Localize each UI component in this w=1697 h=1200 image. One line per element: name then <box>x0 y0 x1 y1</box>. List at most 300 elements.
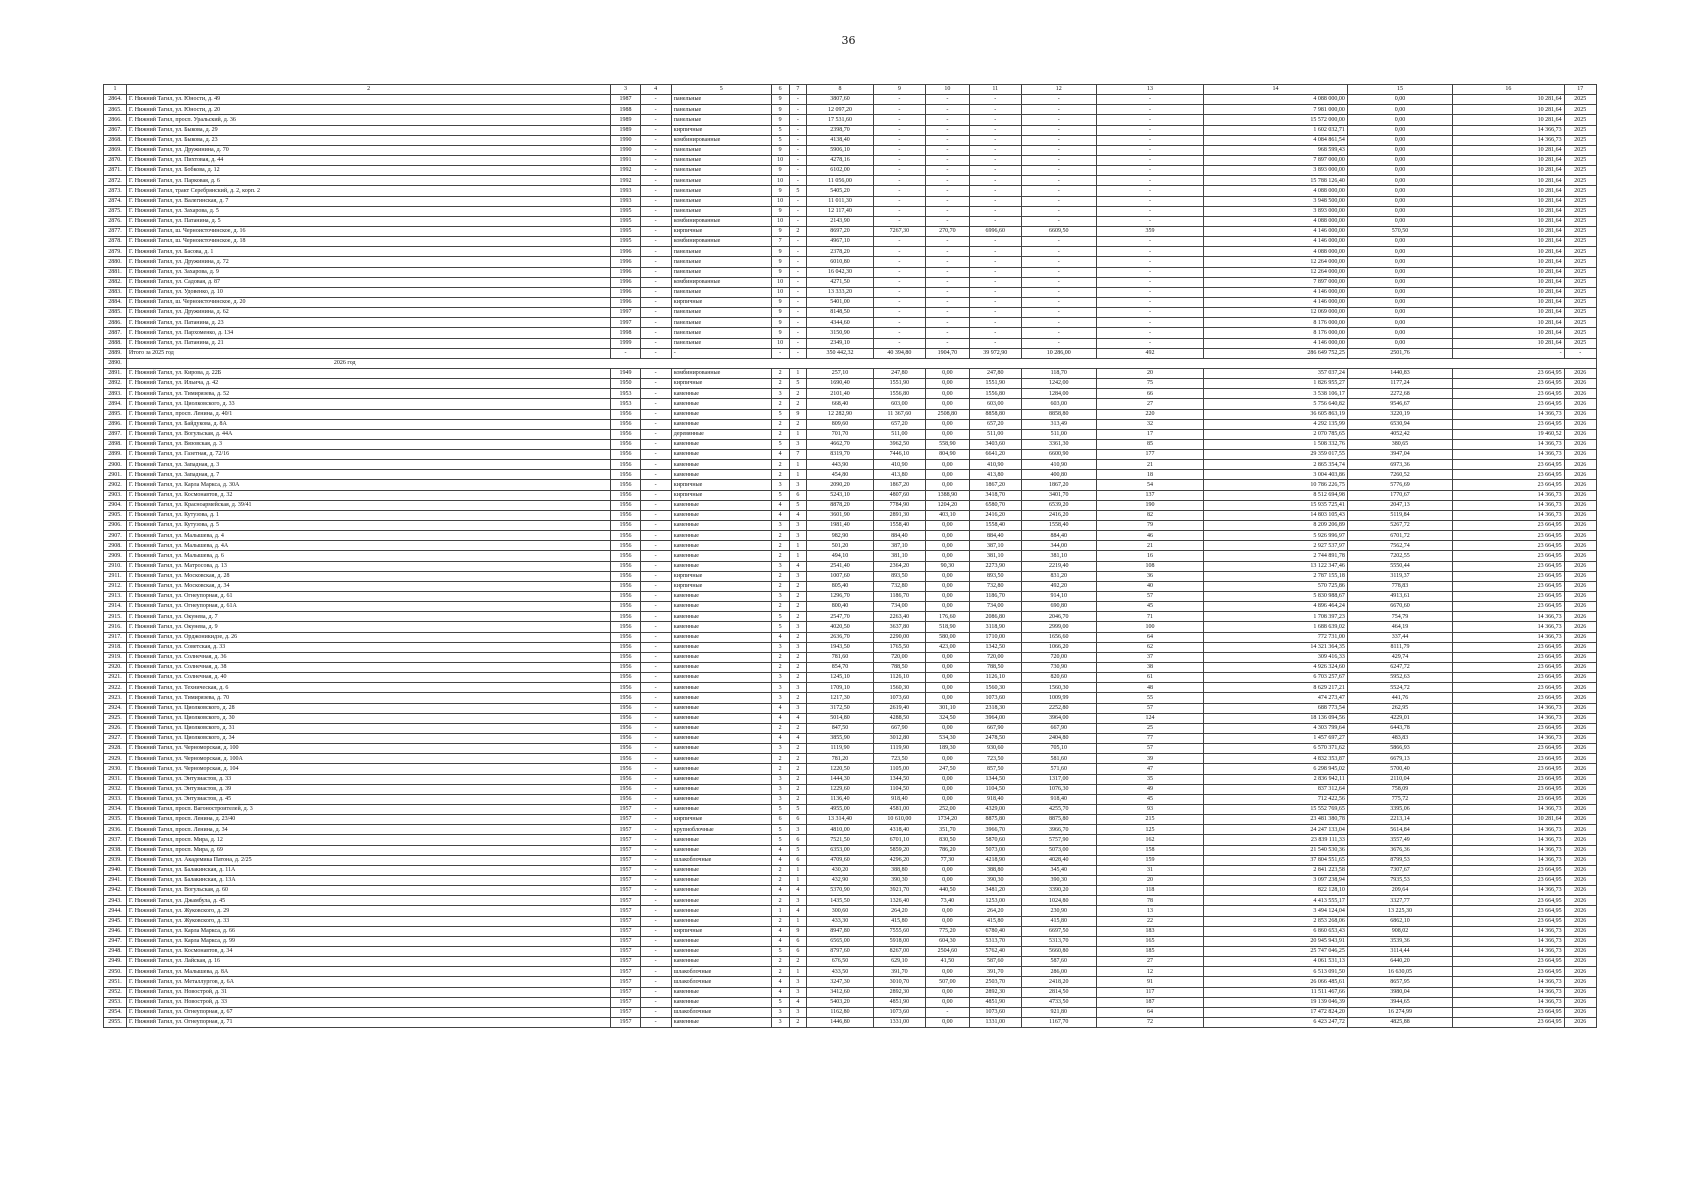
unit-cost: 0,00 <box>1347 287 1452 297</box>
area-col-11: 857,50 <box>969 764 1021 774</box>
area-col-9: 1326,40 <box>873 896 925 906</box>
unit-cost: 2272,68 <box>1347 389 1452 399</box>
area-col-9: 5918,00 <box>873 936 925 946</box>
repair-cost: 4 146 000,00 <box>1204 287 1348 297</box>
table-row <box>104 774 1597 784</box>
unit-cost: 8799,53 <box>1347 855 1452 865</box>
address: Г. Нижний Тагил, ул. Жуковского, д. 29 <box>126 906 610 916</box>
area-col-10: - <box>925 125 969 135</box>
table-row <box>104 216 1597 226</box>
total-area: 3855,90 <box>807 734 874 744</box>
area-col-10: 0,00 <box>925 419 969 429</box>
address: Г. Нижний Тагил, ул. Захарова, д. 5 <box>126 206 610 216</box>
area-col-10: 247,50 <box>925 764 969 774</box>
year-built: 1956 <box>611 429 640 439</box>
wall-material: комбинированные <box>671 277 771 287</box>
address: Г. Нижний Тагил, ул. Джамбула, д. 45 <box>126 896 610 906</box>
area-col-10: 0,00 <box>925 389 969 399</box>
address: Г. Нижний Тагил, просп. Ленина, д. 23/40 <box>126 815 610 825</box>
cost-limit: 23 664,95 <box>1453 581 1564 591</box>
unit-cost: 0,00 <box>1347 135 1452 145</box>
area-col-11: 3966,70 <box>969 825 1021 835</box>
col-4: - <box>640 754 671 764</box>
col-4: - <box>640 845 671 855</box>
area-col-10: 351,70 <box>925 825 969 835</box>
wall-material: каменные <box>671 845 771 855</box>
table-row <box>104 734 1597 744</box>
address: Г. Нижний Тагил, ул. Московская, д. 28 <box>126 571 610 581</box>
total-area: 1220,50 <box>807 764 874 774</box>
residents: 45 <box>1096 794 1203 804</box>
column-number: 14 <box>1204 85 1348 95</box>
col-4: - <box>640 926 671 936</box>
area-col-10: 252,00 <box>925 804 969 814</box>
repair-cost: 15 935 725,41 <box>1204 500 1348 510</box>
repair-cost: 18 136 094,56 <box>1204 713 1348 723</box>
area-col-10: - <box>925 267 969 277</box>
row-number: 2931. <box>104 774 127 784</box>
area-col-11: - <box>969 297 1021 307</box>
table-row <box>104 703 1597 713</box>
address: Г. Нижний Тагил, ул. Энтузиастов, д. 45 <box>126 794 610 804</box>
repair-cost: 8 629 217,21 <box>1204 683 1348 693</box>
address: Г. Нижний Тагил, ул. Кутузова, д. 1 <box>126 510 610 520</box>
area-col-9: 247,80 <box>873 368 925 378</box>
area-col-11: - <box>969 95 1021 105</box>
year-built: 1956 <box>611 693 640 703</box>
cost-limit: 23 664,95 <box>1453 652 1564 662</box>
area-col-11: 587,60 <box>969 957 1021 967</box>
residents: 35 <box>1096 774 1203 784</box>
row-number: 2909. <box>104 551 127 561</box>
unit-cost: 0,00 <box>1347 247 1452 257</box>
address: Г. Нижний Тагил, ул. Ильича, д. 42 <box>126 379 610 389</box>
wall-material: панельные <box>671 287 771 297</box>
target-year: 2026 <box>1564 510 1596 520</box>
address: Г. Нижний Тагил, ул. Лайская, д. 16 <box>126 957 610 967</box>
year-built: 1957 <box>611 865 640 875</box>
area-col-10: 0,00 <box>925 460 969 470</box>
wall-material: каменные <box>671 896 771 906</box>
col-4: - <box>640 531 671 541</box>
area-col-9: 1105,00 <box>873 764 925 774</box>
row-number: 2934. <box>104 804 127 814</box>
floors: 3 <box>771 561 789 571</box>
floors: 9 <box>771 226 789 236</box>
residents: 49 <box>1096 784 1203 794</box>
area-col-12: 3361,30 <box>1021 439 1096 449</box>
total-area: 1217,30 <box>807 693 874 703</box>
area-col-12: 415,80 <box>1021 916 1096 926</box>
table-row <box>104 318 1597 328</box>
table-row <box>104 115 1597 125</box>
cost-limit: 23 664,95 <box>1453 551 1564 561</box>
cost-limit: 14 366,73 <box>1453 713 1564 723</box>
floors: 5 <box>771 835 789 845</box>
address: Г. Нижний Тагил, ул. Патанина, д. 5 <box>126 216 610 226</box>
unit-cost: 754,79 <box>1347 612 1452 622</box>
table-row <box>104 784 1597 794</box>
address: Г. Нижний Тагил, ул. Циолковского, д. 34 <box>126 734 610 744</box>
area-col-9: 2891,30 <box>873 510 925 520</box>
wall-material: панельные <box>671 267 771 277</box>
address: Г. Нижний Тагил, ул. Кутузова, д. 5 <box>126 521 610 531</box>
wall-material: панельные <box>671 318 771 328</box>
target-year: 2026 <box>1564 916 1596 926</box>
total-area: 4955,00 <box>807 804 874 814</box>
col-4: - <box>640 997 671 1007</box>
entrances: 2 <box>789 794 807 804</box>
residents: 66 <box>1096 389 1203 399</box>
residents: 137 <box>1096 490 1203 500</box>
entrances: 2 <box>789 226 807 236</box>
table-row <box>104 237 1597 247</box>
repair-cost: 474 273,47 <box>1204 693 1348 703</box>
col-4: - <box>640 713 671 723</box>
wall-material: каменные <box>671 916 771 926</box>
area-col-11: 1073,60 <box>969 693 1021 703</box>
area-col-10: 830,50 <box>925 835 969 845</box>
residents: 57 <box>1096 744 1203 754</box>
area-col-11: 2478,50 <box>969 734 1021 744</box>
total-area: 1444,30 <box>807 774 874 784</box>
target-year: 2025 <box>1564 318 1596 328</box>
area-col-10: - <box>925 166 969 176</box>
col-4: - <box>640 875 671 885</box>
area-col-9: 511,00 <box>873 429 925 439</box>
unit-cost: 7202,55 <box>1347 551 1452 561</box>
target-year: 2026 <box>1564 551 1596 561</box>
col-4: - <box>640 480 671 490</box>
area-col-12: 345,40 <box>1021 865 1096 875</box>
col-4: - <box>640 510 671 520</box>
residents: 359 <box>1096 226 1203 236</box>
cost-limit: 23 664,95 <box>1453 460 1564 470</box>
col-4: - <box>640 734 671 744</box>
floors: 2 <box>771 399 789 409</box>
table-row <box>104 389 1597 399</box>
unit-cost: 0,00 <box>1347 338 1452 348</box>
area-col-12: - <box>1021 318 1096 328</box>
area-col-10: - <box>925 216 969 226</box>
floors: 3 <box>771 744 789 754</box>
repair-cost: 772 731,00 <box>1204 632 1348 642</box>
entrances: - <box>789 308 807 318</box>
address: Г. Нижний Тагил, ул. Басова, д. 1 <box>126 247 610 257</box>
target-year: 2026 <box>1564 602 1596 612</box>
target-year: 2026 <box>1564 541 1596 551</box>
area-col-9: 918,40 <box>873 794 925 804</box>
wall-material: каменные <box>671 784 771 794</box>
area-col-10: 403,10 <box>925 510 969 520</box>
wall-material: каменные <box>671 612 771 622</box>
area-col-9: - <box>873 105 925 115</box>
row-number: 2891. <box>104 368 127 378</box>
address: Г. Нижний Тагил, ул. Металлургов, д. 6А <box>126 977 610 987</box>
area-col-11: 410,90 <box>969 460 1021 470</box>
repair-cost: 37 804 551,65 <box>1204 855 1348 865</box>
row-number: 2892. <box>104 379 127 389</box>
year-built: 1991 <box>611 155 640 165</box>
row-number: 2887. <box>104 328 127 338</box>
area-col-9: 1073,60 <box>873 1007 925 1017</box>
residents: - <box>1096 125 1203 135</box>
area-col-10: 0,00 <box>925 754 969 764</box>
wall-material: каменные <box>671 886 771 896</box>
address: Г. Нижний Тагил, ул. Красноармейская, д. 39/41 <box>126 500 610 510</box>
total-area: 4020,50 <box>807 622 874 632</box>
entrances: 3 <box>789 683 807 693</box>
target-year: 2026 <box>1564 368 1596 378</box>
residents: 185 <box>1096 946 1203 956</box>
row-number: 2910. <box>104 561 127 571</box>
unit-cost: 758,09 <box>1347 784 1452 794</box>
area-col-11: 3964,00 <box>969 713 1021 723</box>
entrances: 6 <box>789 855 807 865</box>
target-year: 2026 <box>1564 531 1596 541</box>
repair-cost: 11 511 467,66 <box>1204 987 1348 997</box>
year-built: 1956 <box>611 622 640 632</box>
row-number: 2945. <box>104 916 127 926</box>
total-area: 1709,10 <box>807 683 874 693</box>
table-row <box>104 663 1597 673</box>
row-number: 2878. <box>104 237 127 247</box>
entrances: - <box>789 95 807 105</box>
area-col-11: 387,10 <box>969 541 1021 551</box>
total-area: 1162,80 <box>807 1007 874 1017</box>
area-col-9: 5859,20 <box>873 845 925 855</box>
wall-material: каменные <box>671 389 771 399</box>
col-4: - <box>640 764 671 774</box>
residents: 22 <box>1096 916 1203 926</box>
entrances: - <box>789 105 807 115</box>
wall-material: каменные <box>671 774 771 784</box>
area-col-11: - <box>969 308 1021 318</box>
area-col-11: 388,80 <box>969 865 1021 875</box>
area-col-9: 667,90 <box>873 723 925 733</box>
col-4: - <box>640 237 671 247</box>
table-row <box>104 541 1597 551</box>
target-year: 2025 <box>1564 308 1596 318</box>
area-col-9: 1867,20 <box>873 480 925 490</box>
wall-material: шлакоблочные <box>671 977 771 987</box>
table-row <box>104 379 1597 389</box>
cost-limit: 14 366,73 <box>1453 500 1564 510</box>
address: Г. Нижний Тагил, просп. Мира, д. 12 <box>126 835 610 845</box>
repair-cost: 3 893 000,00 <box>1204 166 1348 176</box>
cost-limit: 14 366,73 <box>1453 835 1564 845</box>
area-col-11: 720,00 <box>969 652 1021 662</box>
table-row <box>104 1007 1597 1017</box>
col-4: - <box>640 1007 671 1017</box>
year-built: 1956 <box>611 683 640 693</box>
floors: 2 <box>771 541 789 551</box>
area-col-9: 720,00 <box>873 652 925 662</box>
cost-limit: 23 664,95 <box>1453 419 1564 429</box>
entrances: - <box>789 247 807 257</box>
row-number: 2950. <box>104 967 127 977</box>
table-row <box>104 804 1597 814</box>
area-col-11: 1344,50 <box>969 774 1021 784</box>
unit-cost: 6440,20 <box>1347 957 1452 967</box>
year-built: 1996 <box>611 247 640 257</box>
area-col-11: 8858,80 <box>969 409 1021 419</box>
repair-cost: 4 926 324,60 <box>1204 663 1348 673</box>
area-col-9: 7446,10 <box>873 450 925 460</box>
area-col-11: 4218,90 <box>969 855 1021 865</box>
address: Г. Нижний Тагил, просп. Ленина, д. 34 <box>126 825 610 835</box>
area-col-10: 423,00 <box>925 642 969 652</box>
area-col-10: 0,00 <box>925 693 969 703</box>
row-number: 2872. <box>104 176 127 186</box>
total-area: 1296,70 <box>807 592 874 602</box>
floors: 10 <box>771 216 789 226</box>
row-number: 2915. <box>104 612 127 622</box>
total-area: 257,10 <box>807 368 874 378</box>
row-number: 2947. <box>104 936 127 946</box>
target-year: 2026 <box>1564 987 1596 997</box>
row-number: 2927. <box>104 734 127 744</box>
area-col-10: - <box>925 247 969 257</box>
area-col-12: 2252,80 <box>1021 703 1096 713</box>
wall-material: - <box>671 348 771 358</box>
row-number: 2941. <box>104 875 127 885</box>
row-number: 2921. <box>104 673 127 683</box>
floors: 3 <box>771 1007 789 1017</box>
target-year: 2026 <box>1564 490 1596 500</box>
table-row <box>104 683 1597 693</box>
col-4: - <box>640 105 671 115</box>
entrances: 1 <box>789 541 807 551</box>
row-number: 2879. <box>104 247 127 257</box>
total-area: 2349,10 <box>807 338 874 348</box>
cost-limit: 23 664,95 <box>1453 561 1564 571</box>
cost-limit: 10 281,64 <box>1453 115 1564 125</box>
total-area: 1119,90 <box>807 744 874 754</box>
cost-limit: 10 281,64 <box>1453 176 1564 186</box>
target-year: 2026 <box>1564 845 1596 855</box>
repair-cost: 15 552 769,65 <box>1204 804 1348 814</box>
col-4: - <box>640 886 671 896</box>
cost-limit: 23 664,95 <box>1453 379 1564 389</box>
wall-material: каменные <box>671 409 771 419</box>
repair-cost: 13 122 347,46 <box>1204 561 1348 571</box>
entrances: 1 <box>789 460 807 470</box>
residents: 46 <box>1096 531 1203 541</box>
area-col-11: 1186,70 <box>969 592 1021 602</box>
area-col-12: 1558,40 <box>1021 521 1096 531</box>
row-number: 2937. <box>104 835 127 845</box>
unit-cost: 0,00 <box>1347 308 1452 318</box>
area-col-12: 6539,20 <box>1021 500 1096 510</box>
area-col-11: - <box>969 318 1021 328</box>
area-col-9: 657,20 <box>873 419 925 429</box>
year-built: 1957 <box>611 825 640 835</box>
area-col-10: 0,00 <box>925 916 969 926</box>
area-col-9: 413,80 <box>873 470 925 480</box>
area-col-10: 1388,90 <box>925 490 969 500</box>
address: Г. Нижний Тагил, ул. Циолковского, д. 30 <box>126 713 610 723</box>
residents: 82 <box>1096 510 1203 520</box>
cost-limit: 10 281,64 <box>1453 145 1564 155</box>
target-year: 2026 <box>1564 592 1596 602</box>
row-number: 2893. <box>104 389 127 399</box>
area-col-11: 1126,10 <box>969 673 1021 683</box>
table-row <box>104 226 1597 236</box>
row-number: 2877. <box>104 226 127 236</box>
target-year: 2026 <box>1564 500 1596 510</box>
target-year: 2026 <box>1564 957 1596 967</box>
target-year: 2026 <box>1564 409 1596 419</box>
repair-cost: 4 146 000,00 <box>1204 297 1348 307</box>
repair-cost: 6 860 653,43 <box>1204 926 1348 936</box>
area-col-11: 732,80 <box>969 581 1021 591</box>
floors: 5 <box>771 490 789 500</box>
unit-cost: 0,00 <box>1347 145 1452 155</box>
col-4: - <box>640 592 671 602</box>
address: Г. Нижний Тагил, ул. Солнечная, д. 36 <box>126 652 610 662</box>
area-col-12: 5660,80 <box>1021 946 1096 956</box>
col-4: - <box>640 115 671 125</box>
area-col-12: 313,49 <box>1021 419 1096 429</box>
table-row <box>104 875 1597 885</box>
residents: - <box>1096 297 1203 307</box>
total-area: 7521,50 <box>807 835 874 845</box>
entrances: 3 <box>789 896 807 906</box>
year-built: 1997 <box>611 318 640 328</box>
area-col-11: - <box>969 105 1021 115</box>
address: Г. Нижний Тагил, ул. Быкова, д. 23 <box>126 135 610 145</box>
table-row <box>104 145 1597 155</box>
repair-cost: 2 927 537,97 <box>1204 541 1348 551</box>
repair-cost: 29 359 017,55 <box>1204 450 1348 460</box>
entrances: - <box>789 216 807 226</box>
area-col-11: 2892,30 <box>969 987 1021 997</box>
area-col-12: 820,60 <box>1021 673 1096 683</box>
floors: 2 <box>771 531 789 541</box>
address: Г. Нижний Тагил, ул. Новострой, д. 31 <box>126 987 610 997</box>
table-row <box>104 835 1597 845</box>
area-col-12: - <box>1021 277 1096 287</box>
wall-material: панельные <box>671 257 771 267</box>
area-col-12: 6609,50 <box>1021 226 1096 236</box>
wall-material: каменные <box>671 713 771 723</box>
area-col-12: 344,00 <box>1021 541 1096 551</box>
area-col-9: - <box>873 297 925 307</box>
cost-limit: 10 281,64 <box>1453 206 1564 216</box>
area-col-10: 0,00 <box>925 865 969 875</box>
cost-limit: 10 281,64 <box>1453 328 1564 338</box>
total-area: 847,50 <box>807 723 874 733</box>
row-number: 2939. <box>104 855 127 865</box>
entrances: - <box>789 125 807 135</box>
address: Г. Нижний Тагил, ул. Карла Маркса, д. 30А <box>126 480 610 490</box>
total-area: 5401,00 <box>807 297 874 307</box>
unit-cost: 2047,13 <box>1347 500 1452 510</box>
entrances: 2 <box>789 693 807 703</box>
address: Г. Нижний Тагил, ул. Черноморская, д. 100 <box>126 744 610 754</box>
residents: - <box>1096 95 1203 105</box>
total-area: 6102,00 <box>807 166 874 176</box>
total-area: 17 531,60 <box>807 115 874 125</box>
col-4: - <box>640 419 671 429</box>
column-number: 1 <box>104 85 127 95</box>
cost-limit: 23 664,95 <box>1453 723 1564 733</box>
table-row <box>104 754 1597 764</box>
total-area: 6010,80 <box>807 257 874 267</box>
table-row <box>104 571 1597 581</box>
target-year: 2026 <box>1564 1007 1596 1017</box>
